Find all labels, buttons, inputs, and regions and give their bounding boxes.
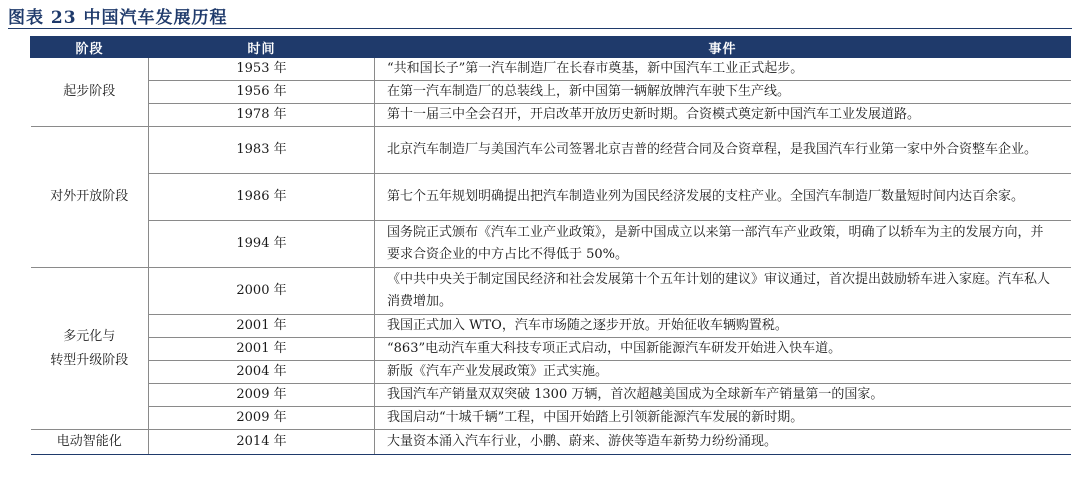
event-cell: 第七个五年规划明确提出把汽车制造业列为国民经济发展的支柱产业。全国汽车制造厂数量短时间内达百余家。 — [375, 174, 1071, 221]
figure-title: 图表 23 中国汽车发展历程 — [8, 8, 228, 28]
stage-cell — [31, 268, 149, 430]
year-cell: 1978 年 — [149, 104, 375, 127]
year-cell: 2004 年 — [149, 361, 375, 384]
stage-cell — [31, 127, 149, 268]
table-row — [31, 384, 1071, 407]
event-cell: 北京汽车制造厂与美国汽车公司签署北京吉普的经营合同及合资章程，是我国汽车行业第一家中外合资整车企业。 — [375, 127, 1071, 174]
year-cell: 1953 年 — [149, 58, 375, 81]
event-cell: 我国正式加入 WTO，汽车市场随之逐步开放。开始征收车辆购置税。 — [375, 315, 1071, 338]
stage-label: 转型升级阶段 — [50, 352, 129, 368]
year-cell: 2001 年 — [149, 315, 375, 338]
stage-label: 多元化与 — [63, 328, 116, 344]
table-row — [31, 221, 1071, 268]
header-time: 时间 — [149, 37, 375, 58]
year-cell: 2014 年 — [149, 430, 375, 455]
year-cell: 2009 年 — [149, 407, 375, 430]
stage-cell — [31, 58, 149, 127]
table-row — [31, 268, 1071, 315]
event-cell: “共和国长子”第一汽车制造厂在长春市奠基，新中国汽车工业正式起步。 — [375, 58, 1071, 81]
header-event: 事件 — [375, 37, 1071, 58]
table-header-row — [31, 37, 1071, 58]
event-cell: 第十一届三中全会召开，开启改革开放历史新时期。合资模式奠定新中国汽车工业发展道路。 — [375, 104, 1071, 127]
table-row — [31, 338, 1071, 361]
year-cell: 2009 年 — [149, 384, 375, 407]
year-cell: 2001 年 — [149, 338, 375, 361]
event-cell: 国务院正式颁布《汽车工业产业政策》，是新中国成立以来第一部汽车产业政策，明确了以轿车为主的发展方向，并要求合资企业的中方占比不得低于 50%。 — [375, 221, 1071, 268]
year-cell: 1956 年 — [149, 81, 375, 104]
stage-cell — [31, 430, 149, 455]
stage-label: 对外开放阶段 — [50, 189, 129, 204]
table-row — [31, 361, 1071, 384]
event-cell: 大量资本涌入汽车行业，小鹏、蔚来、游侠等造车新势力纷纷涌现。 — [375, 430, 1071, 455]
event-cell: 在第一汽车制造厂的总装线上，新中国第一辆解放牌汽车驶下生产线。 — [375, 81, 1071, 104]
table-row — [31, 315, 1071, 338]
year-cell: 1983 年 — [149, 127, 375, 174]
stage-label: 电动智能化 — [56, 434, 122, 449]
year-cell: 2000 年 — [149, 268, 375, 315]
history-table — [30, 36, 1071, 455]
table-row — [31, 81, 1071, 104]
title-divider — [8, 28, 1072, 29]
event-cell: “863”电动汽车重大科技专项正式启动，中国新能源汽车研发开始进入快车道。 — [375, 338, 1071, 361]
event-cell: 《中共中央关于制定国民经济和社会发展第十个五年计划的建议》审议通过，首次提出鼓励轿车进入家庭。汽车私人消费增加。 — [375, 268, 1071, 315]
table-row — [31, 430, 1071, 455]
table-row — [31, 58, 1071, 81]
event-cell: 我国启动“十城千辆”工程，中国开始踏上引领新能源汽车发展的新时期。 — [375, 407, 1071, 430]
year-cell: 1994 年 — [149, 221, 375, 268]
year-cell: 1986 年 — [149, 174, 375, 221]
event-cell: 新版《汽车产业发展政策》正式实施。 — [375, 361, 1071, 384]
table-row — [31, 174, 1071, 221]
table-row — [31, 104, 1071, 127]
table-row — [31, 407, 1071, 430]
stage-label: 起步阶段 — [63, 84, 116, 99]
event-cell: 我国汽车产销量双双突破 1300 万辆，首次超越美国成为全球新车产销量第一的国家。 — [375, 384, 1071, 407]
header-stage: 阶段 — [31, 37, 149, 58]
table-row — [31, 127, 1071, 174]
